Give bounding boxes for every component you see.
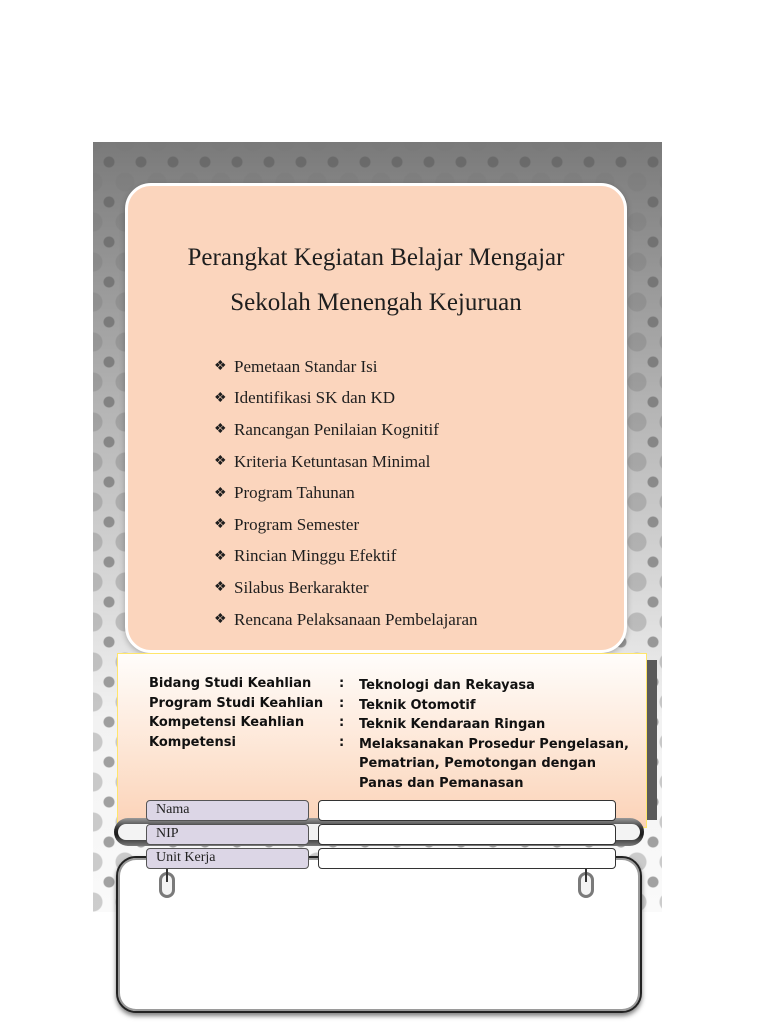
list-item-label: Program Tahunan [234, 483, 355, 503]
list-item-label: Rancangan Penilaian Kognitif [234, 419, 439, 439]
info-value: Teknik Kendaraan Ringan [359, 717, 546, 732]
info-value: Melaksanakan Prosedur Pengelasan, Pematrian, Pemotongan dengan Panas dan Pemanasan [359, 736, 629, 791]
info-row-kompetensi-keahlian [149, 715, 629, 735]
diamond-bullet-icon: ❖ [214, 485, 227, 501]
diamond-bullet-icon: ❖ [214, 580, 227, 596]
nip-field[interactable] [318, 824, 616, 845]
list-item [214, 383, 478, 415]
name-field[interactable] [318, 800, 616, 821]
title-line-1: Perangkat Kegiatan Belajar Mengajar [187, 244, 565, 271]
diamond-bullet-icon: ❖ [214, 454, 227, 470]
list-item [214, 541, 478, 573]
list-item [214, 351, 478, 383]
list-item [214, 477, 478, 509]
board-hook-right-icon [578, 872, 594, 898]
list-item-label: Pemetaan Standar Isi [234, 356, 378, 376]
signboard [116, 856, 642, 1013]
list-item [214, 414, 478, 446]
list-item [214, 446, 478, 478]
list-item [214, 572, 478, 604]
info-row-kompetensi [149, 735, 629, 794]
info-colon: : [339, 695, 345, 711]
name-label: Nama [146, 800, 309, 821]
diamond-bullet-icon: ❖ [214, 390, 227, 406]
document-list [214, 351, 478, 635]
list-item-label: Kriteria Ketuntasan Minimal [234, 451, 431, 471]
list-item-label: Silabus Berkarakter [234, 577, 369, 597]
info-row-bidang [149, 676, 629, 696]
info-colon: : [339, 676, 345, 691]
diamond-bullet-icon: ❖ [214, 517, 227, 533]
list-item-label: Identifikasi SK dan KD [234, 388, 396, 408]
info-value: Teknik Otomotif [359, 697, 476, 713]
unit-kerja-field[interactable] [318, 848, 616, 869]
list-item [214, 509, 478, 541]
info-colon: : [339, 734, 345, 750]
info-row-program [149, 696, 629, 716]
info-colon: : [339, 715, 345, 730]
info-label: Kompetensi [149, 734, 236, 750]
nip-label: NIP [146, 824, 309, 845]
diamond-bullet-icon: ❖ [214, 612, 227, 628]
diamond-bullet-icon: ❖ [214, 422, 227, 438]
board-hook-left-icon [159, 872, 175, 898]
list-item-label: Program Semester [234, 514, 360, 534]
title-line-2: Sekolah Menengah Kejuruan [230, 289, 522, 316]
info-label: Bidang Studi Keahlian [149, 676, 312, 691]
diamond-bullet-icon: ❖ [214, 548, 227, 564]
list-item [214, 604, 478, 636]
info-value: Teknologi dan Rekayasa [359, 678, 535, 693]
unit-kerja-label: Unit Kerja [146, 848, 309, 869]
list-item-label: Rencana Pelaksanaan Pembelajaran [234, 609, 478, 629]
title-card [125, 183, 627, 653]
info-label: Kompetensi Keahlian [149, 715, 305, 730]
diamond-bullet-icon: ❖ [214, 359, 227, 375]
info-label: Program Studi Keahlian [149, 695, 324, 711]
list-item-label: Rincian Minggu Efektif [234, 546, 397, 566]
